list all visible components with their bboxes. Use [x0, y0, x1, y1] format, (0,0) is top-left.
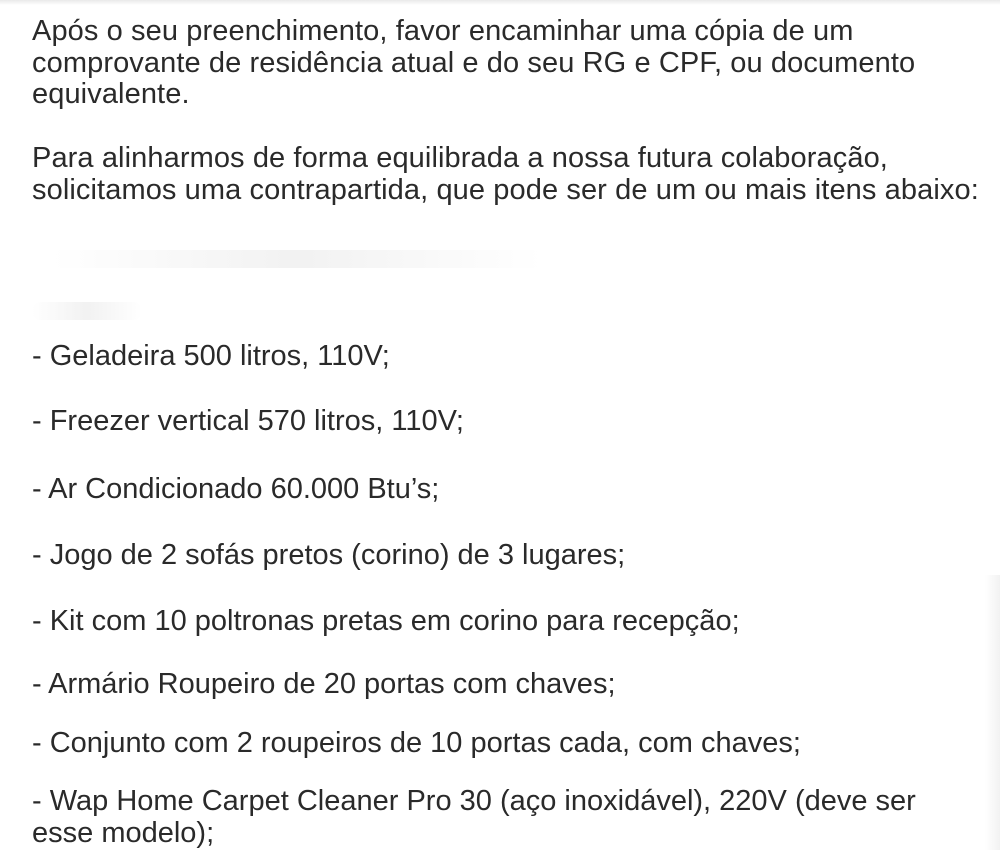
list-item: - Ar Condicionado 60.000 Btu’s;: [32, 473, 440, 505]
list-item: - Freezer vertical 570 litros, 110V;: [32, 405, 464, 437]
paragraph-request: Para alinharmos de forma equilibrada a nossa futura colaboração, solicitamos uma contrapartida, que pode ser de um ou mais itens abaixo:: [32, 142, 979, 206]
list-item: - Wap Home Carpet Cleaner Pro 30 (aço inoxidável), 220V (deve ser esse modelo);: [32, 785, 916, 849]
page-edge-shadow: [985, 575, 1000, 850]
faded-text-artifact: [52, 250, 542, 268]
paragraph-instructions: Após o seu preenchimento, favor encaminhar uma cópia de um comprovante de residência atual e do seu RG e CPF, ou documento equivalente.: [32, 15, 916, 110]
list-item: - Conjunto com 2 roupeiros de 10 portas cada, com chaves;: [32, 727, 801, 759]
top-divider: [0, 0, 1000, 5]
list-item: - Jogo de 2 sofás pretos (corino) de 3 lugares;: [32, 539, 626, 571]
list-item: - Geladeira 500 litros, 110V;: [32, 340, 390, 372]
list-item: - Armário Roupeiro de 20 portas com chaves;: [32, 668, 616, 700]
list-item: - Kit com 10 poltronas pretas em corino para recepção;: [32, 605, 740, 637]
faded-text-artifact: [32, 302, 142, 320]
